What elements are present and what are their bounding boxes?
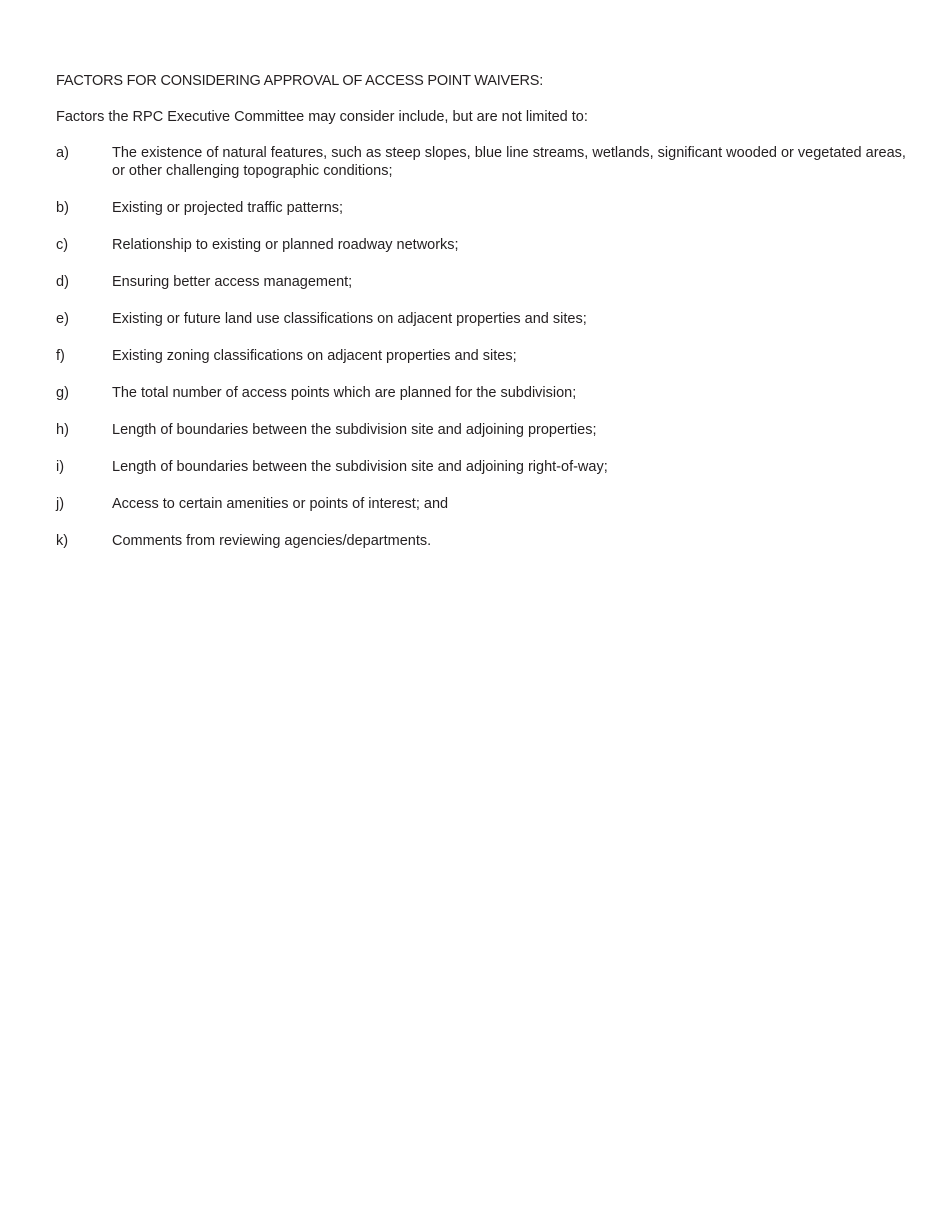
factor-letter: k) [56, 533, 69, 549]
factor-item-h [56, 421, 906, 439]
factor-item-i [56, 458, 906, 476]
section-heading: FACTORS FOR CONSIDERING APPROVAL OF ACCESS POINT WAIVERS: [56, 73, 544, 89]
factor-letter: b) [56, 200, 69, 216]
factor-text: The existence of natural features, such as steep slopes, blue line streams, wetlands, significant wooded or vegetated areas, or other challenging topographic conditions; [112, 145, 906, 179]
factor-item-j [56, 495, 906, 513]
factor-text: Existing zoning classifications on adjacent properties and sites; [112, 348, 517, 364]
factor-text: Access to certain amenities or points of interest; and [112, 496, 449, 512]
factor-text: Length of boundaries between the subdivision site and adjoining right-of-way; [112, 459, 608, 475]
factor-item-g [56, 384, 906, 402]
factor-item-f [56, 347, 906, 365]
factor-letter: d) [56, 274, 69, 290]
factor-letter: f) [56, 348, 65, 364]
factor-text: The total number of access points which are planned for the subdivision; [112, 385, 577, 401]
intro-paragraph: Factors the RPC Executive Committee may consider include, but are not limited to: [56, 109, 588, 125]
factor-text: Relationship to existing or planned roadway networks; [112, 237, 459, 253]
factor-text: Comments from reviewing agencies/departments. [112, 533, 432, 549]
document-page [56, 72, 906, 569]
factor-text: Existing or projected traffic patterns; [112, 200, 344, 216]
factor-letter: a) [56, 145, 69, 161]
factor-item-d [56, 273, 906, 291]
factor-letter: e) [56, 311, 69, 327]
factor-item-a [56, 144, 906, 180]
factor-letter: j) [56, 496, 65, 512]
factor-letter: g) [56, 385, 69, 401]
factor-list [56, 144, 906, 550]
factor-letter: i) [56, 459, 65, 475]
factor-letter: c) [56, 237, 69, 253]
factor-letter: h) [56, 422, 69, 438]
factor-text: Existing or future land use classifications on adjacent properties and sites; [112, 311, 587, 327]
factor-text: Length of boundaries between the subdivision site and adjoining properties; [112, 422, 597, 438]
factor-item-k [56, 532, 906, 550]
factor-item-c [56, 236, 906, 254]
factor-item-b [56, 199, 906, 217]
factor-item-e [56, 310, 906, 328]
factor-text: Ensuring better access management; [112, 274, 353, 290]
